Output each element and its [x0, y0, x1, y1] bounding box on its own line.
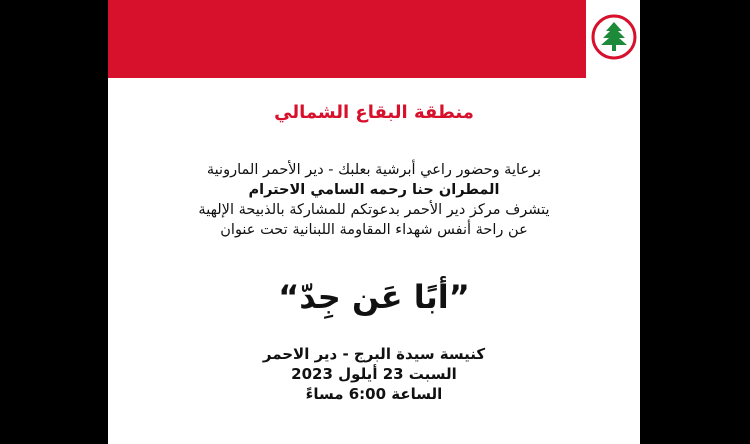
- invitation-body: [108, 160, 640, 240]
- event-location: كنيسة سيدة البرج - دير الاحمر: [262, 345, 486, 363]
- event-time: الساعة 6:00 مساءً: [305, 385, 443, 403]
- cedar-tree-logo-icon: [591, 14, 637, 60]
- region-title: منطقة البقاع الشمالي: [274, 102, 474, 123]
- invitation-card: [108, 0, 640, 444]
- header-red-band: [108, 0, 586, 78]
- body-line-3: يتشرف مركز دير الأحمر بدعوتكم للمشاركة بالذبيحة الإلهية: [198, 202, 550, 218]
- event-date: السبت 23 أيلول 2023: [291, 365, 457, 383]
- body-line-4: عن راحة أنفس شهداء المقاومة اللبنانية تحت عنوان: [220, 222, 528, 238]
- body-line-2: المطران حنا رحمه السامي الاحترام: [248, 182, 500, 198]
- body-line-1: برعاية وحضور راعي أبرشية بعلبك - دير الأحمر المارونية: [206, 162, 542, 178]
- event-headline: ”أبًا عَن جِدّ“: [278, 278, 470, 316]
- event-details: [108, 344, 640, 404]
